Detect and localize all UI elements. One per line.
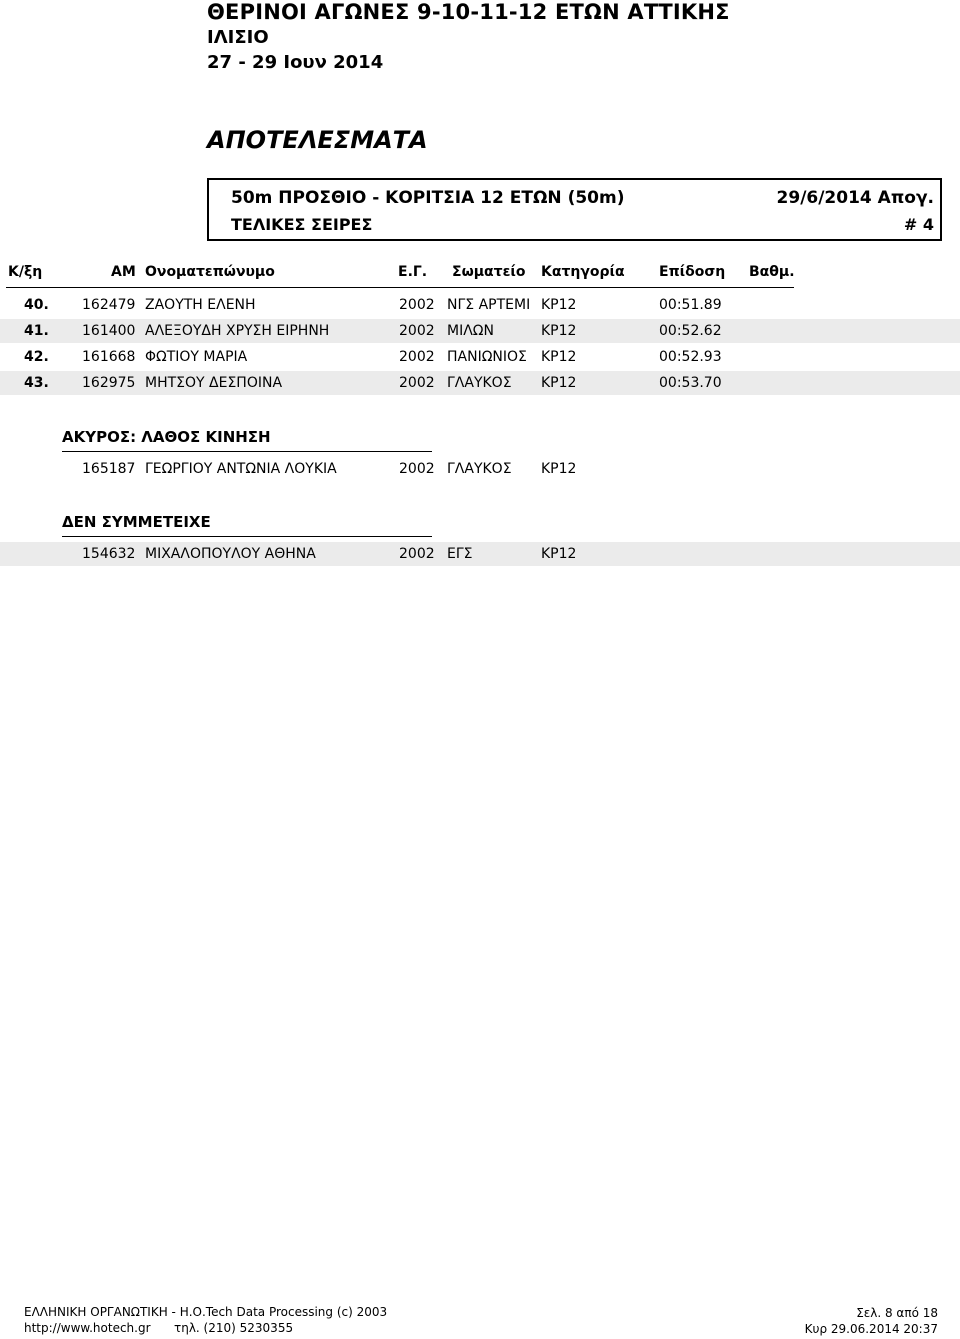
entry-am: 165187 (82, 461, 136, 477)
section-title-did-not-start: ΔΕΝ ΣΥΜΜΕΤΕΙΧΕ (62, 513, 211, 531)
result-rank: 42. (24, 349, 49, 365)
footer-url[interactable]: http://www.hotech.gr (24, 1321, 151, 1335)
entry-club: ΕΓΣ (447, 546, 473, 562)
entry-category: ΚΡ12 (541, 461, 577, 477)
col-header-name: Ονοματεπώνυμο (145, 264, 275, 280)
col-header-points: Βαθμ. (749, 264, 795, 280)
table-row (0, 371, 960, 395)
entry-year: 2002 (399, 461, 435, 477)
event-date-session: 29/6/2014 Απογ. (776, 188, 934, 208)
result-club: ΓΛΑΥΚΟΣ (447, 375, 512, 391)
meet-dates: 27 - 29 Ιουν 2014 (207, 52, 384, 73)
result-am: 161400 (82, 323, 136, 339)
result-name: ΜΗΤΣΟΥ ΔΕΣΠΟΙΝΑ (145, 375, 283, 391)
entry-am: 154632 (82, 546, 136, 562)
section-underline (62, 451, 432, 452)
section-underline (62, 536, 432, 537)
col-header-club: Σωματείο (452, 264, 526, 280)
result-am: 162975 (82, 375, 136, 391)
result-club: ΝΓΣ ΑΡΤΕΜΙ (447, 297, 531, 313)
result-performance: 00:52.62 (659, 323, 722, 339)
result-club: ΠΑΝΙΩΝΙΟΣ (447, 349, 527, 365)
result-am: 161668 (82, 349, 136, 365)
col-header-am: ΑΜ (111, 264, 136, 280)
col-header-year: Ε.Γ. (398, 264, 428, 280)
result-year: 2002 (399, 349, 435, 365)
table-row (0, 319, 960, 343)
section-title-disqualified: ΑΚΥΡΟΣ: ΛΑΘΟΣ ΚΙΝΗΣΗ (62, 428, 271, 446)
result-performance: 00:52.93 (659, 349, 722, 365)
result-name: ΖΑΟΥΤΗ ΕΛΕΝΗ (145, 297, 256, 313)
event-box (207, 178, 942, 241)
result-rank: 40. (24, 297, 49, 313)
result-rank: 41. (24, 323, 49, 339)
footer-print-timestamp: Κυρ 29.06.2014 20:37 (804, 1322, 938, 1336)
result-year: 2002 (399, 323, 435, 339)
result-performance: 00:51.89 (659, 297, 722, 313)
result-year: 2002 (399, 375, 435, 391)
result-category: ΚΡ12 (541, 323, 577, 339)
col-header-rank: Κ/ξη (8, 264, 43, 280)
col-header-performance: Επίδοση (659, 264, 726, 280)
results-heading: ΑΠΟΤΕΛΕΣΜΑΤΑ (207, 126, 428, 154)
entry-name: ΓΕΩΡΓΙΟΥ ΑΝΤΩΝΙΑ ΛΟΥΚΙΑ (145, 461, 337, 477)
footer-org: ΕΛΛΗΝΙΚΗ ΟΡΓΑΝΩΤΙΚΗ - Η.Ο.Tech Data Processing (c) 2003 (24, 1305, 388, 1319)
meet-venue: ΙΛΙΣΙΟ (207, 27, 269, 48)
col-header-category: Κατηγορία (541, 264, 625, 280)
result-category: ΚΡ12 (541, 349, 577, 365)
result-am: 162479 (82, 297, 136, 313)
table-row (0, 542, 960, 566)
result-category: ΚΡ12 (541, 297, 577, 313)
entry-name: ΜΙΧΑΛΟΠΟΥΛΟΥ ΑΘΗΝΑ (145, 546, 316, 562)
result-performance: 00:53.70 (659, 375, 722, 391)
result-name: ΦΩΤΙΟΥ ΜΑΡΙΑ (145, 349, 248, 365)
event-name: 50m ΠΡΟΣΘΙΟ - ΚΟΡΙΤΣΙΑ 12 ΕΤΩΝ (50m) (231, 188, 625, 208)
footer-page-number: Σελ. 8 από 18 (856, 1306, 938, 1320)
event-round: ΤΕΛΙΚΕΣ ΣΕΙΡΕΣ (231, 215, 373, 234)
entry-club: ΓΛΑΥΚΟΣ (447, 461, 512, 477)
result-category: ΚΡ12 (541, 375, 577, 391)
header-divider (6, 287, 794, 288)
result-rank: 43. (24, 375, 49, 391)
meet-title: ΘΕΡΙΝΟΙ ΑΓΩΝΕΣ 9-10-11-12 ΕΤΩΝ ΑΤΤΙΚΗΣ (207, 0, 730, 24)
table-row (0, 293, 960, 317)
table-row (0, 345, 960, 369)
footer-phone: τηλ. (210) 5230355 (174, 1321, 294, 1335)
entry-category: ΚΡ12 (541, 546, 577, 562)
entry-year: 2002 (399, 546, 435, 562)
result-name: ΑΛΕΞΟΥΔΗ ΧΡΥΣΗ ΕΙΡΗΝΗ (145, 323, 330, 339)
result-year: 2002 (399, 297, 435, 313)
result-club: ΜΙΛΩΝ (447, 323, 494, 339)
event-number: # 4 (903, 215, 934, 234)
table-row (0, 457, 960, 481)
